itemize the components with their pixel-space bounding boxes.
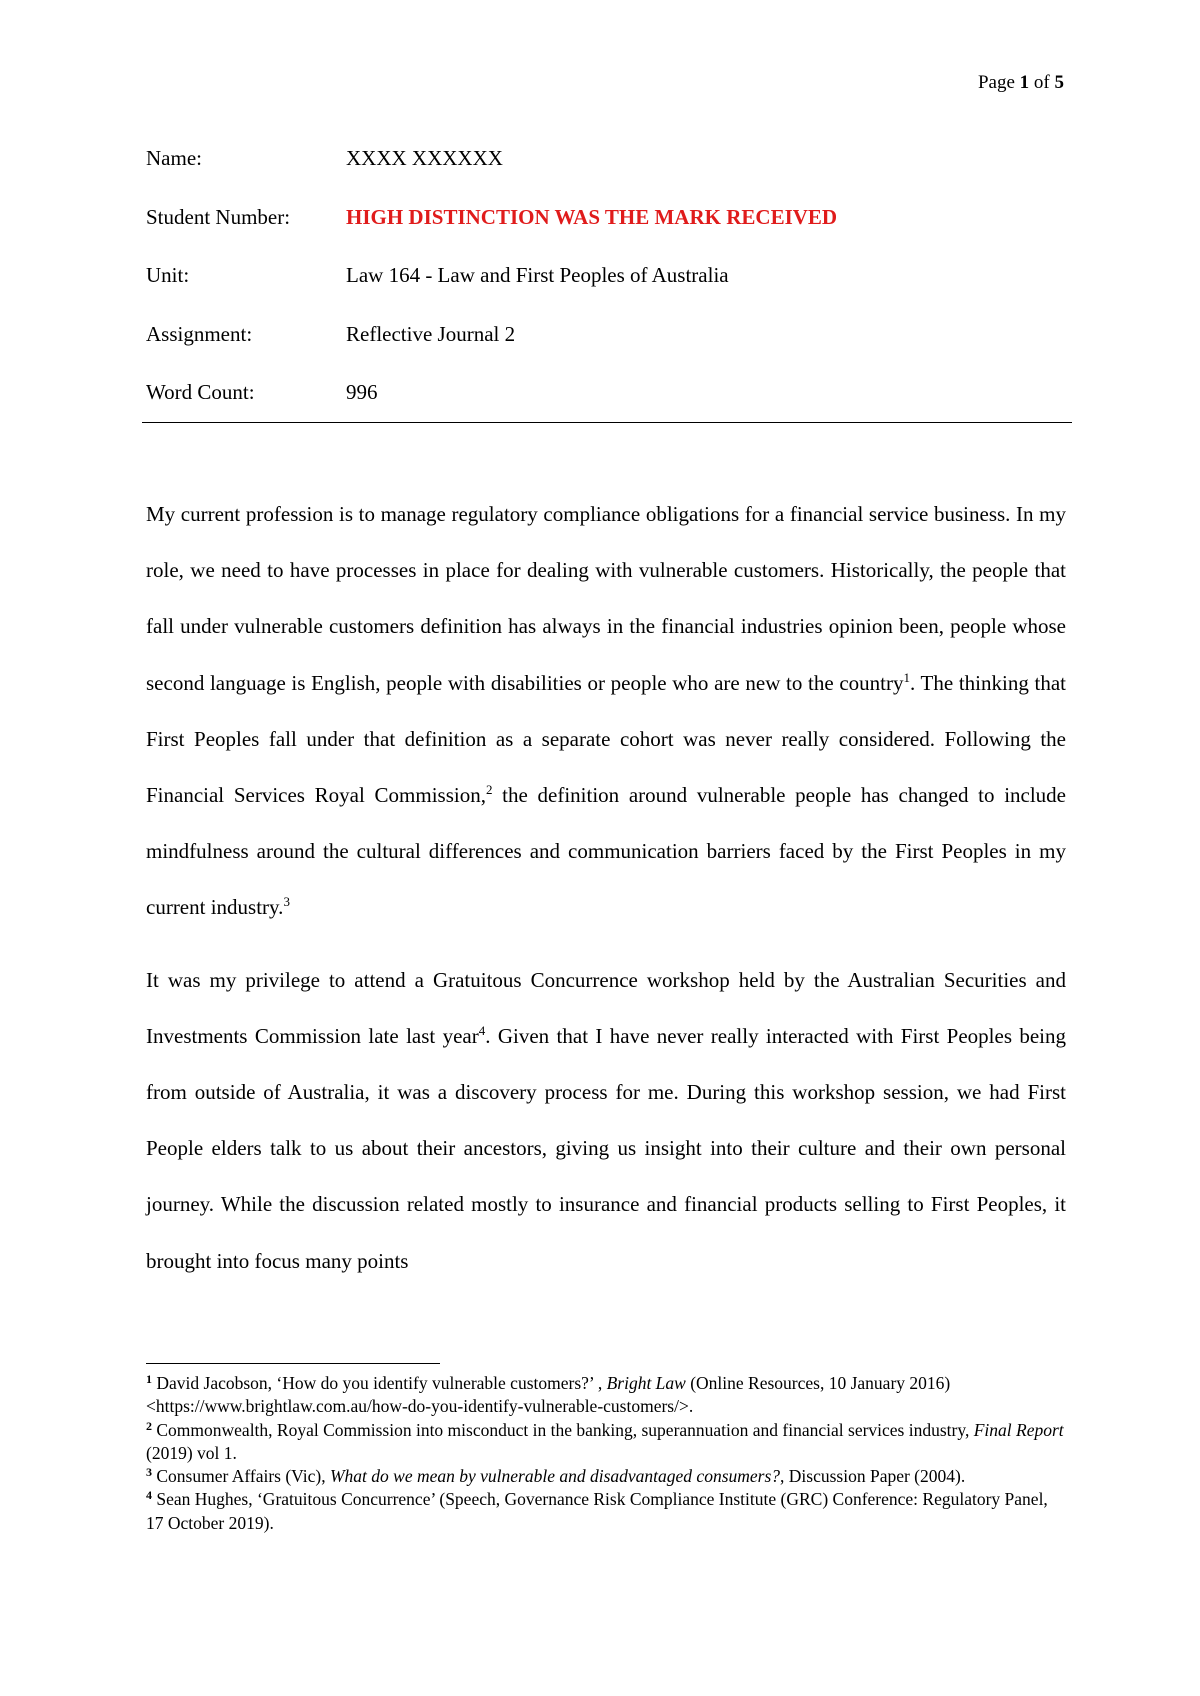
footnote-1-number: 1 [146, 1372, 152, 1386]
assignment-value: Reflective Journal 2 [346, 321, 516, 346]
page-label: Page [977, 72, 1015, 93]
page-number [978, 72, 1064, 94]
page-total: 5 [1054, 72, 1064, 93]
paragraph-1-text-a: My current profession is to manage regulatory compliance obligations for a financial service business. In my role, we need to have processes in place for dealing with vulnerable customers. Historically, the people that fall under vulnerable customers definition has always in the financial industries opinion been, people whose second language is English, people with disabilities or people who are new to the country [146, 502, 1066, 695]
footnote-1 [146, 1372, 1066, 1419]
paragraph-2 [146, 952, 1066, 1289]
student-number-row [146, 205, 1066, 264]
footnote-4 [146, 1488, 1066, 1535]
footnote-3-text-b: , Discussion Paper (2004). [780, 1466, 966, 1487]
footnote-separator [146, 1363, 440, 1364]
footnote-ref-3[interactable]: 3 [283, 894, 290, 910]
page-of: of [1033, 72, 1050, 93]
footnote-2-text-a: Commonwealth, Royal Commission into misconduct in the banking, superannuation and financial services industry, [152, 1419, 974, 1440]
paragraph-1-text-b: . The thinking that First Peoples fall under that definition as a separate cohort was never really considered. Following the Financial Services Royal Commission, [146, 670, 1066, 808]
name-row [146, 146, 1066, 205]
footnotes [146, 1372, 1066, 1535]
journal-body [146, 486, 1066, 1289]
footnote-4-number: 4 [146, 1488, 152, 1503]
footnote-2-italic: Final Report [973, 1419, 1064, 1440]
unit-label: Unit: [146, 263, 190, 287]
unit-row [146, 263, 1066, 322]
footnote-2-number: 2 [146, 1418, 152, 1433]
paragraph-1-text-c: the definition around vulnerable people has changed to include mindfulness around the cultural differences and communication barriers faced by the First Peoples in my current industry. [146, 783, 1067, 920]
footnote-2 [146, 1419, 1066, 1466]
page-current: 1 [1019, 72, 1030, 93]
paragraph-2-text-a: It was my privilege to attend a Gratuitous Concurrence workshop held by the Australian Securities and Investments Commission late last year [146, 967, 1066, 1048]
word-count-value: 996 [346, 380, 378, 404]
footnote-3 [146, 1465, 1066, 1488]
assignment-label: Assignment: [146, 321, 253, 346]
footnote-ref-2[interactable]: 2 [485, 782, 493, 798]
paragraph-1 [146, 486, 1066, 936]
footnote-1-text-b: (Online Resources, 10 January 2016) <https://www.brightlaw.com.au/how-do-you-identify-vulnerable-customers/>. [146, 1373, 951, 1417]
footnote-3-number: 3 [146, 1465, 152, 1480]
footnote-2-text-b: (2019) vol 1. [146, 1442, 237, 1463]
header-divider [142, 422, 1072, 423]
student-number-value: HIGH DISTINCTION WAS THE MARK RECEIVED [346, 204, 838, 229]
word-count-label: Word Count: [146, 380, 255, 404]
name-label: Name: [146, 146, 202, 170]
footnote-ref-4[interactable]: 4 [478, 1022, 486, 1038]
footnote-1-italic: Bright Law [606, 1373, 686, 1393]
footnote-ref-1[interactable]: 1 [903, 669, 910, 685]
footnote-1-text-a: David Jacobson, ‘How do you identify vulnerable customers?’ , [152, 1373, 607, 1393]
assignment-row [146, 322, 1066, 381]
unit-value: Law 164 - Law and First Peoples of Australia [346, 263, 729, 287]
footnote-3-text-a: Consumer Affairs (Vic), [152, 1466, 330, 1487]
footnote-3-italic: What do we mean by vulnerable and disadvantaged consumers? [329, 1466, 781, 1487]
student-details [146, 146, 1066, 439]
word-count-row [146, 380, 1066, 439]
footnote-4-text-a: Sean Hughes, ‘Gratuitous Concurrence’ (Speech, Governance Risk Compliance Institute (GRC) Conference: Regulatory Panel, 17 October 2019). [146, 1489, 1048, 1533]
student-number-label: Student Number: [146, 204, 291, 229]
name-value: XXXX XXXXXX [346, 146, 503, 170]
paragraph-2-text-b: . Given that I have never really interacted with First Peoples being from outside of Australia, it was a discovery process for me. During this workshop session, we had First People elders talk to us about their ancestors, giving us insight into their culture and their own personal journey. While the discussion related mostly to insurance and financial products selling to First Peoples, it brought into focus many points [146, 1023, 1067, 1273]
